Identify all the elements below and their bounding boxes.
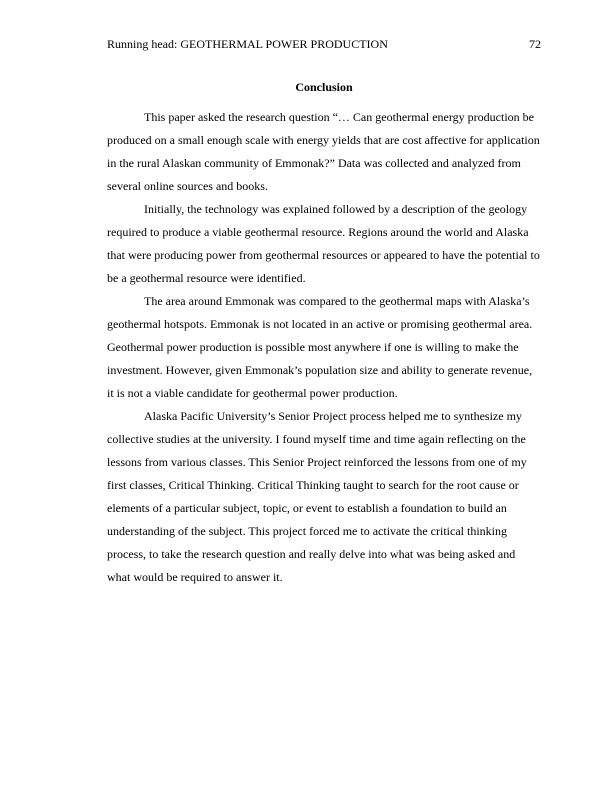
running-head: Running head: GEOTHERMAL POWER PRODUCTION	[107, 37, 388, 51]
paragraph: Initially, the technology was explained followed by a description of the geology required to produce a viable geothermal resource. Regions around the world and Alaska that were producing power from geothermal resources or appeared to have the potential to be a geothermal resource were identified.	[107, 202, 540, 285]
body-text	[107, 106, 541, 589]
paragraph: Alaska Pacific University’s Senior Project process helped me to synthesize my collective studies at the university. I found myself time and time again reflecting on the lessons from various classes. This Senior Project reinforced the lessons from one of my first classes, Critical Thinking. Critical Thinking taught to search for the root cause or elements of a particular subject, topic, or event to establish a foundation to build an understanding of the subject. This project forced me to activate the critical thinking process, to take the research question and really delve into what was being asked and what would be required to answer it.	[107, 409, 527, 584]
page-number: 72	[529, 37, 541, 51]
section-title: Conclusion	[295, 80, 353, 94]
paragraph: The area around Emmonak was compared to the geothermal maps with Alaska’s geothermal hotspots. Emmonak is not located in an active or promising geothermal area. Geothermal power production is possible most anywhere if one is willing to make the investment. However, given Emmonak’s population size and ability to generate revenue, it is not a viable candidate for geothermal power production.	[107, 294, 533, 400]
paragraph: This paper asked the research question “… Can geothermal energy production be produced on a small enough scale with energy yields that are cost affective for application in the rural Alaskan community of Emmonak?” Data was collected and analyzed from several online sources and books.	[107, 110, 540, 193]
